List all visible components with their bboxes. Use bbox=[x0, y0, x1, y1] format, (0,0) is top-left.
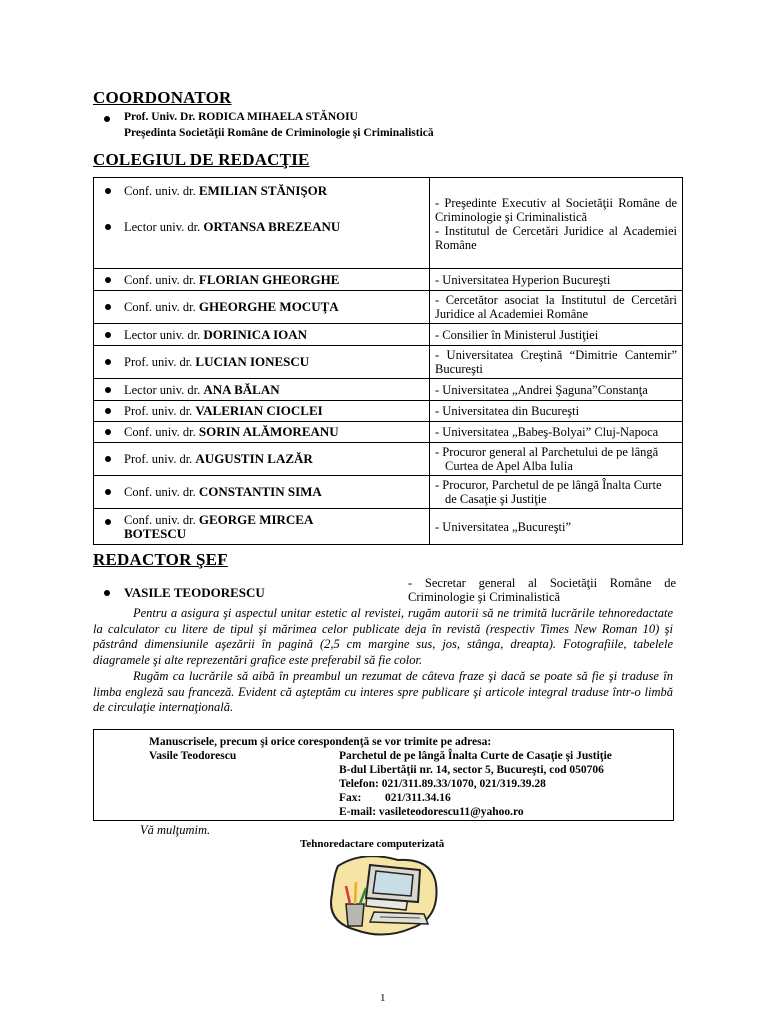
bullet-icon bbox=[105, 332, 111, 338]
instructions-paragraph-1: Pentru a asigura şi aspectul unitar estetic al revistei, rugăm autorii să ne trimită lucrările tehnoredactate la calculator cu litere de tipul şi mărimea celor publicate deja în revistă (respectiv Times New Roman 10) şi păstrând dimensiunile aşezării în pagină (2,5 cm margine sus, jos, stânga, dreapta). Fotografiile, tabelele diagramele şi alte reprezentări grafice este preferabil să fie color. bbox=[93, 606, 673, 667]
bullet-icon bbox=[105, 188, 111, 194]
member-title: Conf. univ. dr. bbox=[124, 184, 196, 198]
affiliation-text: - Universitatea „Babeş-Bolyai” Cluj-Napoca bbox=[430, 422, 683, 443]
coordinator-heading: COORDONATOR bbox=[93, 88, 232, 107]
member-name: GHEORGHE MOCUŢA bbox=[198, 299, 339, 314]
contact-fax-label: Fax: bbox=[339, 792, 362, 804]
instructions-paragraph-2: Rugăm ca lucrările să aibă în preambul un rezumat de câteva fraze şi dacă se poate să fie şi traduse în limba engleză sau franceză. Evident că aşteptăm cu interes spre publicare şi articole integral traduse într-o limbă de circulaţie internaţională. bbox=[93, 669, 673, 714]
member-name: SORIN ALĂMOREANU bbox=[198, 424, 339, 439]
member-name: GEORGE MIRCEA BOTESCU bbox=[124, 511, 313, 541]
contact-institution: Parchetul de pe lângă Înalta Curte de Casaţie şi Justiţie bbox=[339, 750, 612, 762]
chief-editor-heading: REDACTOR ŞEF bbox=[93, 550, 228, 569]
contact-intro: Manuscrisele, precum şi orice corespondenţă se vor trimite pe adresa: bbox=[149, 736, 492, 748]
board-members-cell bbox=[94, 178, 430, 269]
affiliation-text: - Consilier în Ministerul Justiţiei bbox=[430, 324, 683, 346]
page-number: 1 bbox=[380, 992, 386, 1004]
bullet-icon bbox=[105, 429, 111, 435]
table-row: Conf. univ. dr. GHEORGHE MOCUŢA - Cercetător asociat la Institutul de Cercetări Juridice al Academiei Române bbox=[94, 291, 683, 324]
member-name: FLORIAN GHEORGHE bbox=[198, 271, 340, 287]
coordinator-bullet bbox=[104, 116, 110, 122]
coordinator-role: Preşedinta Societăţii Române de Criminologie şi Criminalistică bbox=[124, 127, 434, 139]
table-row: Conf. univ. dr. SORIN ALĂMOREANU - Universitatea „Babeş-Bolyai” Cluj-Napoca bbox=[94, 422, 683, 443]
bullet-icon bbox=[105, 489, 111, 495]
bullet-icon bbox=[105, 277, 111, 283]
member-title: Lector univ. dr. bbox=[124, 220, 201, 234]
contact-fax-value: 021/311.34.16 bbox=[385, 792, 451, 804]
table-row: Lector univ. dr. ANA BĂLAN - Universitatea „Andrei Şaguna”Constanţa bbox=[94, 379, 683, 401]
table-row: Prof. univ. dr. VALERIAN CIOCLEI - Universitatea din Bucureşti bbox=[94, 401, 683, 422]
member-name: AUGUSTIN LAZĂR bbox=[195, 451, 313, 466]
bullet-icon bbox=[105, 224, 111, 230]
bullet-icon bbox=[105, 408, 111, 414]
table-row: Prof. univ. dr. AUGUSTIN LAZĂR - Procuror general al Parchetului de pe lângă Curtea de Apel Alba Iulia bbox=[94, 443, 683, 476]
bullet-icon bbox=[105, 359, 111, 365]
member-name: DORINICA IOAN bbox=[203, 326, 308, 342]
affiliation-text: - Cercetător asociat la Institutul de Cercetări Juridice al Academiei Române bbox=[430, 291, 683, 324]
table-row: Conf. univ. dr. CONSTANTIN SIMA - Procuror, Parchetul de pe lângă Înalta Curte de Casaţie şi Justiţie bbox=[94, 476, 683, 509]
board-heading: COLEGIUL DE REDACŢIE bbox=[93, 150, 310, 169]
affiliation-text: - Universitatea Creştină “Dimitrie Cantemir” Bucureşti bbox=[430, 346, 683, 379]
member-name: VALERIAN CIOCLEI bbox=[195, 403, 323, 418]
chief-editor-role: - Secretar general al Societăţii Române de Criminologie şi Criminalistică bbox=[408, 576, 676, 604]
table-row: Lector univ. dr. DORINICA IOAN - Consilier în Ministerul Justiţiei bbox=[94, 324, 683, 346]
table-row bbox=[94, 178, 683, 269]
typesetting-label: Tehnoredactare computerizată bbox=[300, 838, 445, 850]
member-name: CONSTANTIN SIMA bbox=[198, 484, 322, 499]
affiliation-text: - Universitatea Hyperion Bucureşti bbox=[430, 269, 683, 291]
affiliation-text: - Procuror, Parchetul de pe lângă Înalta Curte de Casaţie şi Justiţie bbox=[430, 476, 683, 509]
affiliation-text: - Universitatea „Bucureşti” bbox=[430, 509, 683, 545]
bullet-icon bbox=[105, 519, 111, 525]
member-name: ANA BĂLAN bbox=[203, 381, 280, 397]
member-name: ORTANSA BREZEANU bbox=[203, 219, 341, 234]
bullet-icon bbox=[105, 456, 111, 462]
member-name: LUCIAN IONESCU bbox=[195, 354, 310, 369]
contact-phone: Telefon: 021/311.89.33/1070, 021/319.39.28 bbox=[339, 778, 546, 790]
board-affiliation-cell bbox=[430, 178, 683, 269]
chief-bullet bbox=[104, 590, 110, 596]
affiliation-text: - Universitatea „Andrei Şaguna”Constanţa bbox=[430, 379, 683, 401]
table-row: Prof. univ. dr. LUCIAN IONESCU - Universitatea Creştină “Dimitrie Cantemir” Bucureşti bbox=[94, 346, 683, 379]
contact-name: Vasile Teodorescu bbox=[149, 750, 237, 762]
table-row: Conf. univ. dr. GEORGE MIRCEA BOTESCU - Universitatea „Bucureşti” bbox=[94, 509, 683, 545]
editorial-board-table bbox=[93, 177, 683, 545]
contact-email: E-mail: vasileteodorescu11@yahoo.ro bbox=[339, 806, 524, 818]
contact-address: B-dul Libertăţii nr. 14, sector 5, Bucureşti, cod 050706 bbox=[339, 764, 604, 776]
member-name: EMILIAN STĂNIŞOR bbox=[198, 183, 328, 198]
affiliation-text: - Institutul de Cercetări Juridice al Academiei Române bbox=[435, 224, 677, 252]
coordinator-name: Prof. Univ. Dr. RODICA MIHAELA STĂNOIU bbox=[124, 111, 358, 123]
computer-clipart-icon bbox=[328, 856, 440, 938]
affiliation-text: - Procuror general al Parchetului de pe lângă Curtea de Apel Alba Iulia bbox=[430, 443, 683, 476]
chief-editor-name: VASILE TEODORESCU bbox=[124, 585, 265, 600]
affiliation-text: - Universitatea din Bucureşti bbox=[430, 401, 683, 422]
contact-box bbox=[93, 729, 674, 821]
bullet-icon bbox=[105, 304, 111, 310]
table-row: Conf. univ. dr. FLORIAN GHEORGHE - Universitatea Hyperion Bucureşti bbox=[94, 269, 683, 291]
affiliation-text: - Preşedinte Executiv al Societăţii Române de Criminologie şi Criminalistică bbox=[435, 196, 677, 224]
thanks-text: Vă mulţumim. bbox=[140, 823, 211, 837]
bullet-icon bbox=[105, 387, 111, 393]
